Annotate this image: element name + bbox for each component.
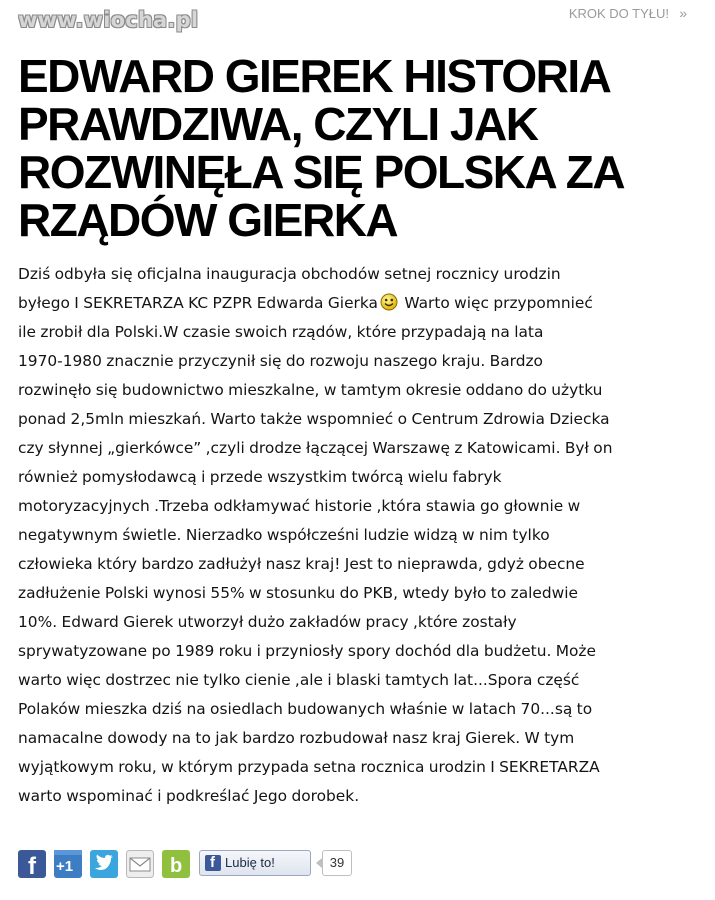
back-link[interactable]: KROK DO TYŁU! <box>568 6 669 21</box>
article-line: czy słynnej „gierkówce” ,czyli drodze łączącej Warszawę z Katowicami. Był on <box>18 439 613 457</box>
article-line: motoryzacyjnych .Trzeba odkłamywać historie ,która stawia go głownie w <box>18 497 581 515</box>
like-label: Lubię to! <box>225 855 275 870</box>
facebook-glyph: f <box>28 853 36 878</box>
blip-share-button[interactable] <box>162 850 190 878</box>
article-line: rozwinęło się budownictwo mieszkalne, w tamtym okresie oddano do użytku <box>18 381 603 399</box>
article-line-part: byłego I SEKRETARZA KC PZPR Edwarda Gierka <box>18 294 378 312</box>
article-line: Polaków mieszka dziś na osiedlach budowanych właśnie w latach 70...są to <box>18 700 593 718</box>
share-bar <box>18 847 698 881</box>
article-line: namacalne dowody na to jak bardzo rozbudował nasz kraj Gierek. W tym <box>18 729 575 747</box>
like-count: 39 <box>322 850 352 876</box>
article-line: warto wspominać i podkreślać Jego dorobek. <box>18 787 360 805</box>
article-line: 10%. Edward Gierek utworzył dużo zakładów pracy ,które zostały <box>18 613 517 631</box>
twitter-bird-icon <box>90 850 118 878</box>
chevron-right-icon[interactable]: » <box>679 5 687 21</box>
envelope-icon <box>126 850 154 878</box>
google-plus-one-icon <box>54 850 82 878</box>
google-plus-one-button[interactable] <box>54 850 82 878</box>
article-body <box>18 260 698 811</box>
plus-one-glyph: +1 <box>56 858 74 875</box>
article-line <box>18 289 698 318</box>
article-line: ponad 2,5mln mieszkań. Warto także wspomnieć o Centrum Zdrowia Dziecka <box>18 410 610 428</box>
article-line: Dziś odbyła się oficjalna inauguracja obchodów setnej rocznicy urodzin <box>18 265 561 283</box>
blip-glyph: b <box>170 855 183 877</box>
blip-icon <box>162 850 190 878</box>
top-bar <box>0 0 715 44</box>
facebook-like-button[interactable] <box>199 850 311 876</box>
facebook-icon <box>18 850 46 878</box>
twitter-share-button[interactable] <box>90 850 118 878</box>
site-watermark: www.wiocha.pl <box>18 8 199 32</box>
article-line: negatywnym świetle. Nierzadko współcześni ludzie widzą w nim tylko <box>18 526 550 544</box>
facebook-logo-icon: f <box>205 855 221 871</box>
article-line: wyjątkowym roku, w którym przypada setna rocznica urodzin I SEKRETARZA <box>18 758 600 776</box>
email-share-button[interactable] <box>126 850 154 878</box>
article-line: 1970-1980 znacznie przyczynił się do rozwoju naszego kraju. Bardzo <box>18 352 543 370</box>
article-title: EDWARD GIEREK HISTORIA PRAWDZIWA, CZYLI JAK ROZWINĘŁA SIĘ POLSKA ZA RZĄDÓW GIERKA <box>18 50 623 246</box>
article-line: ile zrobił dla Polski.W czasie swoich rządów, które przypadają na lata <box>18 323 544 341</box>
article-line: człowieka który bardzo zadłużył nasz kraj! Jest to nieprawda, gdyż obecne <box>18 555 585 573</box>
facebook-share-button[interactable] <box>18 850 46 878</box>
article-line-part: Warto więc przypomnieć <box>399 294 593 312</box>
article-line: również pomysłodawcą i przede wszystkim twórcą wielu fabryk <box>18 468 502 486</box>
article-line: zadłużenie Polski wynosi 55% w stosunku do PKB, wtedy było to zaledwie <box>18 584 578 602</box>
article-line: warto więc dostrzec nie tylko cienie ,ale i blaski tamtych lat...Spora część <box>18 671 580 689</box>
article-line: sprywatyzowane po 1989 roku i przyniosły spory dochód dla budżetu. Może <box>18 642 596 660</box>
smiley-icon <box>380 292 398 310</box>
